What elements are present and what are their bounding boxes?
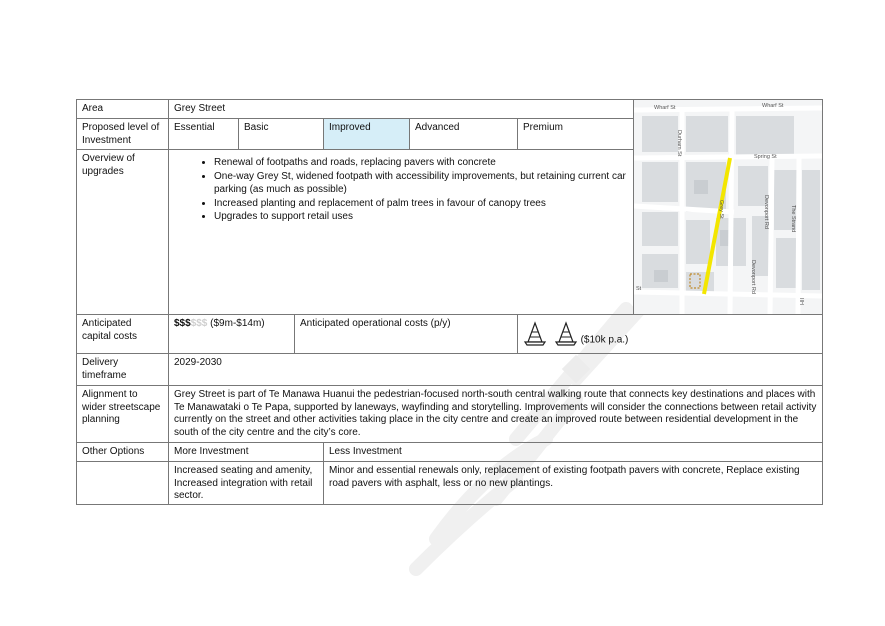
- more-investment-text: Increased seating and amenity, Increased integration with retail sector.: [168, 461, 324, 505]
- location-map: [633, 99, 823, 315]
- map-label-the-strand: The Strand: [790, 205, 796, 233]
- overview-item: • One-way Grey St, widened footpath with accessibility improvements, but retaining current car parking (as much as possible): [214, 170, 628, 197]
- label-alignment: Alignment to wider streetscape planning: [76, 385, 169, 443]
- less-investment-header: Less Investment: [323, 442, 823, 462]
- overview-item: • Increased planting and replacement of palm trees in favour of canopy trees: [214, 197, 628, 211]
- label-other-options: Other Options: [76, 442, 169, 462]
- level-essential: Essential: [168, 118, 239, 150]
- capital-range: ($9m-$14m): [210, 318, 265, 329]
- traffic-cone-icon: [554, 321, 578, 347]
- map-label-wharf-st-2: Wharf St: [762, 103, 784, 109]
- alignment-text: Grey Street is part of Te Manawa Huanui the pedestrian-focused north-south central walking route that connects key destinations and places with Te Manawataki o Te Papa, supported by laneways, wayfinding and storytelling. Improvements will consider the connections between retail activity currently on the street and other activities taking place in the city centre and create an improved route between residential development in the south of the city centre and the city’s core.: [168, 385, 823, 443]
- map-label-hii: HII: [800, 297, 806, 305]
- delivery-value: 2029-2030: [168, 353, 823, 386]
- less-investment-text: Minor and essential renewals only, replacement of existing footpath pavers with concrete, Replace existing road pavers with asphalt, less or no new plantings.: [323, 461, 823, 505]
- overview-item: • Upgrades to support retail uses: [214, 210, 628, 224]
- map-label-devonport-rd: Devonport Rd: [763, 195, 769, 229]
- operational-costs-label: Anticipated operational costs (p/y): [294, 314, 518, 354]
- label-delivery: Delivery timeframe: [76, 353, 169, 386]
- level-advanced: Advanced: [409, 118, 518, 150]
- more-investment-header: More Investment: [168, 442, 324, 462]
- overview-list: [174, 156, 628, 224]
- capital-dollars-inactive: $$$: [190, 318, 208, 329]
- area-value: Grey Street: [168, 99, 634, 119]
- label-area: Area: [76, 99, 169, 119]
- operational-value: ($10k p.a.): [580, 334, 629, 346]
- label-proposed-level: Proposed level of Investment: [76, 118, 169, 150]
- level-improved-selected: Improved: [323, 118, 410, 150]
- overview-list-cell: [168, 149, 634, 315]
- label-overview: Overview of upgrades: [76, 149, 169, 315]
- level-basic: Basic: [238, 118, 324, 150]
- map-label-wharf-st: Wharf St: [654, 105, 676, 111]
- capital-dollars-active: $$$: [174, 318, 191, 329]
- map-label-devonport-rd-2: Devonport Rd: [750, 260, 756, 294]
- map-graphic: [634, 100, 823, 315]
- overview-item: • Renewal of footpaths and roads, replacing pavers with concrete: [214, 156, 628, 170]
- capital-costs-value: [168, 314, 295, 354]
- level-premium: Premium: [517, 118, 634, 150]
- map-label-grey-st: Grey St: [718, 200, 724, 219]
- operational-costs-value: [517, 314, 823, 354]
- map-label-spring-st: Spring St: [754, 154, 777, 160]
- traffic-cone-icon: [523, 321, 547, 347]
- map-label-durham-st: Durham St: [676, 130, 682, 157]
- label-capital-costs: Anticipated capital costs: [76, 314, 169, 354]
- options-blank-cell: [76, 461, 169, 505]
- map-label-st: St: [636, 286, 642, 292]
